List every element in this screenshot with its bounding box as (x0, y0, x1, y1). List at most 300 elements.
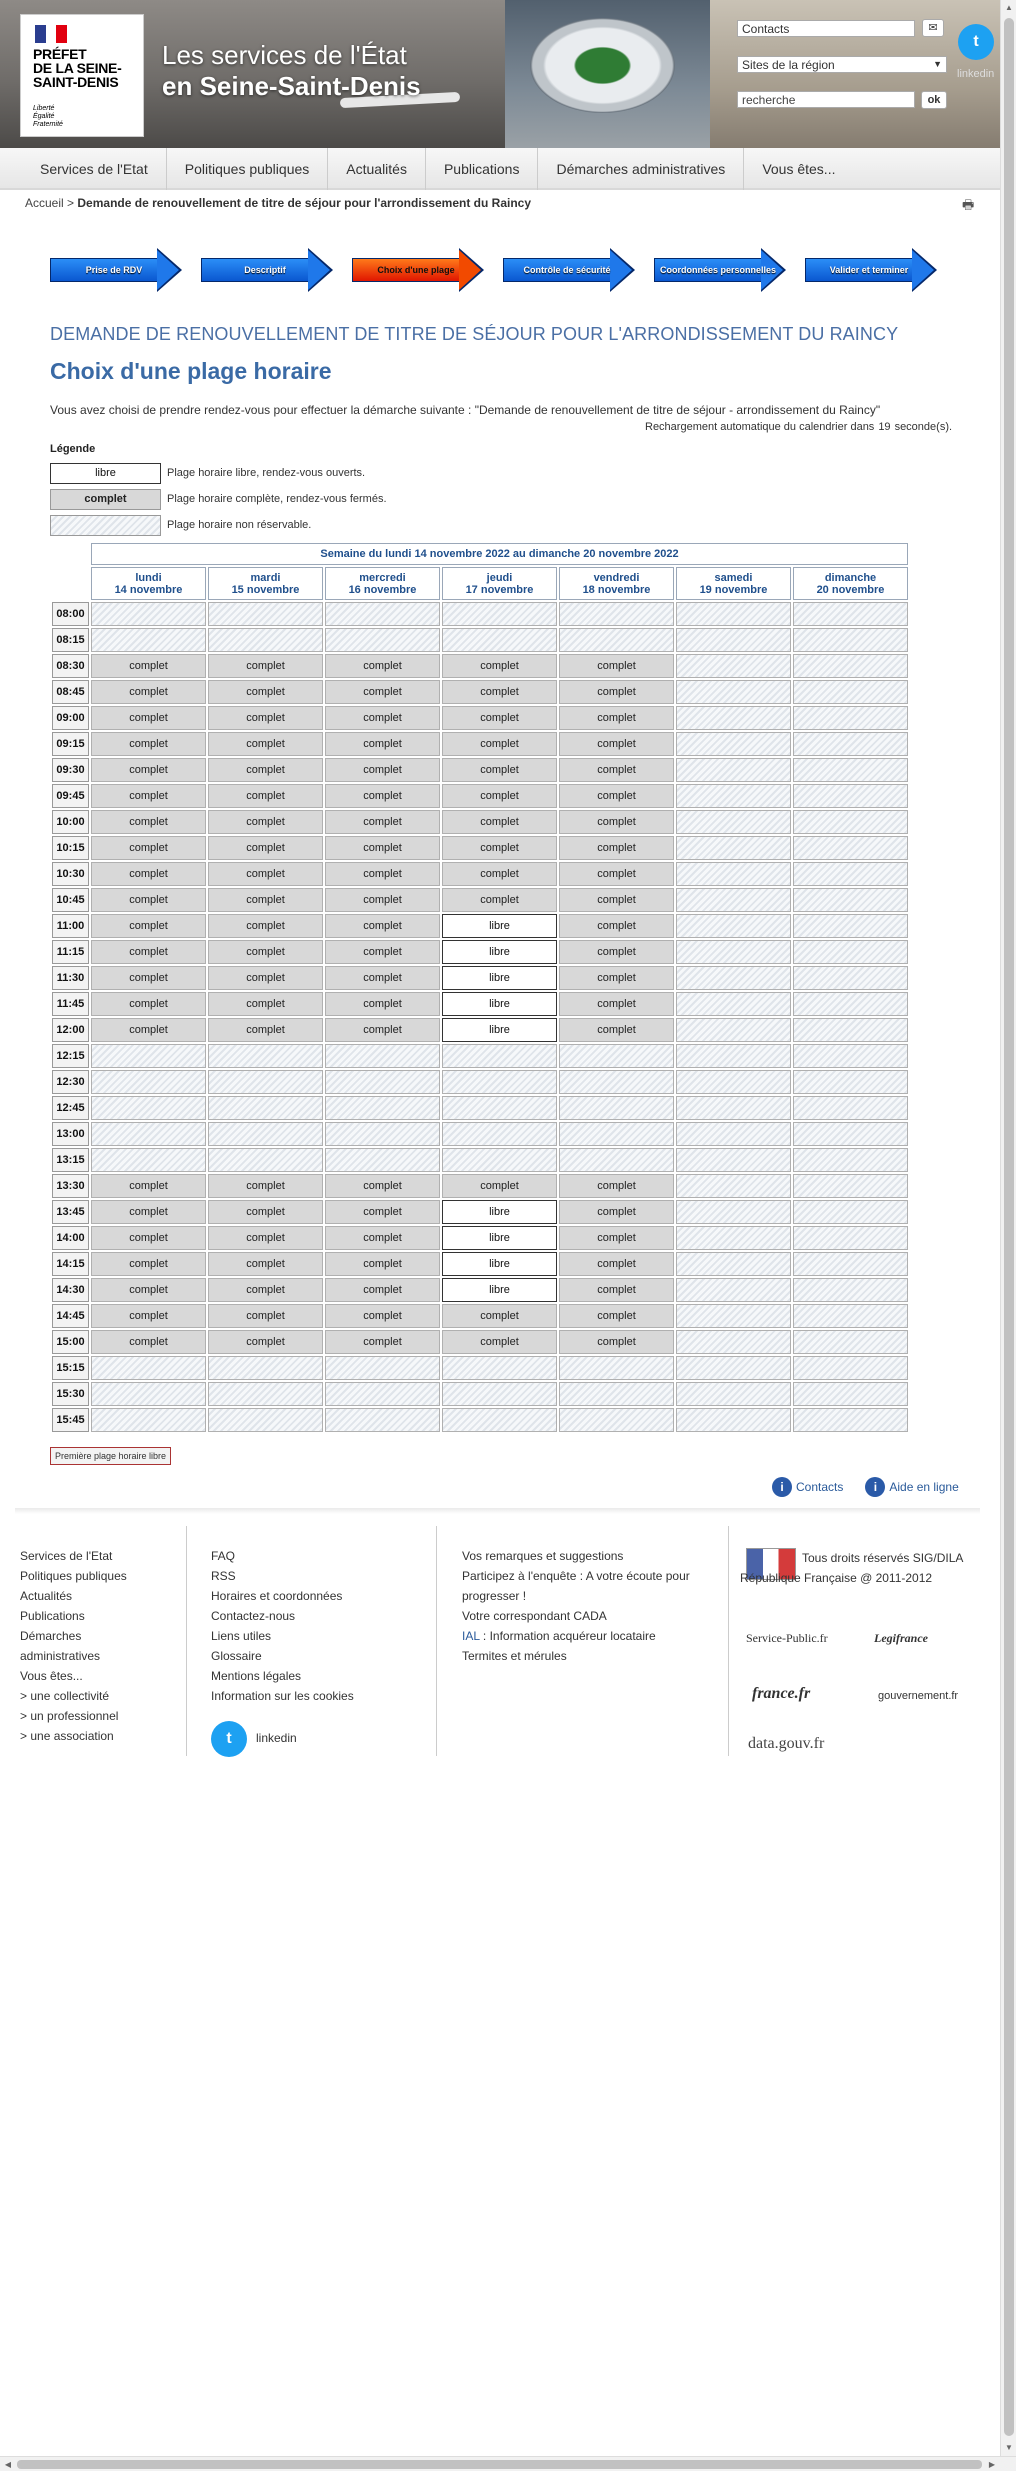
slot-complet: complet (559, 966, 674, 990)
slot-non-reservable (325, 628, 440, 652)
nav-item[interactable]: Actualités (328, 148, 426, 190)
nav-item[interactable]: Vous êtes... (762, 161, 836, 177)
time-label: 14:00 (52, 1226, 89, 1250)
slot-non-reservable (676, 1044, 791, 1068)
slot-complet: complet (325, 1018, 440, 1042)
slot-non-reservable (676, 680, 791, 704)
slot-complet: complet (325, 966, 440, 990)
footer-link[interactable]: Information sur les cookies (211, 1689, 354, 1703)
time-row (52, 888, 908, 912)
slot-complet: complet (442, 862, 557, 886)
slot-non-reservable (676, 1278, 791, 1302)
time-label: 09:00 (52, 706, 89, 730)
header-photo-stadium (530, 18, 675, 113)
time-row (52, 758, 908, 782)
mail-icon[interactable]: ✉ (922, 19, 944, 37)
slot-non-reservable (676, 914, 791, 938)
slot-non-reservable (208, 1148, 323, 1172)
step-label: Valider et terminer (829, 265, 909, 275)
contacts-select[interactable]: Contacts (737, 20, 915, 37)
time-row (52, 1382, 908, 1406)
linkedin-icon[interactable]: linkedin (957, 68, 995, 80)
slot-non-reservable (793, 888, 908, 912)
slot-libre[interactable]: libre (442, 940, 557, 964)
schedule-table (50, 541, 910, 1434)
day-header: samedi 19 novembre (676, 567, 791, 600)
slot-complet: complet (91, 836, 206, 860)
scroll-right-icon[interactable]: ▶ (988, 2460, 996, 2469)
slot-non-reservable (793, 654, 908, 678)
slot-non-reservable (676, 1122, 791, 1146)
slot-non-reservable (208, 1408, 323, 1432)
time-row (52, 1356, 908, 1380)
service-public-logo[interactable]: Service-Public.fr (746, 1631, 828, 1645)
slot-complet: complet (208, 1304, 323, 1328)
slot-non-reservable (208, 1382, 323, 1406)
step-label: Coordonnées personnelles (659, 265, 777, 275)
help-links (772, 1477, 973, 1497)
legend-non-reservable-text: Plage horaire non réservable. (167, 519, 312, 531)
scroll-up-icon[interactable]: ▲ (1005, 3, 1013, 12)
footer-link[interactable]: Glossaire (211, 1649, 262, 1663)
time-label: 13:15 (52, 1148, 89, 1172)
time-row (52, 914, 908, 938)
time-row (52, 1044, 908, 1068)
slot-non-reservable (676, 940, 791, 964)
slot-complet: complet (91, 810, 206, 834)
time-row (52, 1252, 908, 1276)
slot-complet: complet (325, 1174, 440, 1198)
slot-non-reservable (793, 1018, 908, 1042)
horizontal-scrollbar[interactable] (0, 2456, 1016, 2471)
slot-non-reservable (91, 1044, 206, 1068)
slot-complet: complet (325, 940, 440, 964)
slot-non-reservable (793, 1174, 908, 1198)
time-row (52, 836, 908, 860)
footer-link[interactable]: Votre correspondant CADA (462, 1609, 607, 1623)
slot-complet: complet (208, 1200, 323, 1224)
france-fr-logo[interactable]: france.fr (752, 1685, 811, 1702)
slot-complet: complet (325, 1330, 440, 1354)
slot-complet: complet (559, 888, 674, 912)
slot-libre[interactable]: libre (442, 966, 557, 990)
time-label: 11:30 (52, 966, 89, 990)
time-row (52, 784, 908, 808)
step-4 (503, 248, 635, 292)
slot-complet: complet (208, 654, 323, 678)
slot-non-reservable (91, 1382, 206, 1406)
slot-complet: complet (91, 1018, 206, 1042)
slot-complet: complet (442, 758, 557, 782)
schedule-corner (52, 543, 89, 565)
main-nav (0, 148, 1000, 190)
twitter-icon[interactable]: t (958, 24, 994, 60)
step-3 (352, 248, 484, 292)
slot-non-reservable (793, 862, 908, 886)
slot-non-reservable (793, 1122, 908, 1146)
slot-complet: complet (442, 706, 557, 730)
slot-non-reservable (793, 706, 908, 730)
slot-non-reservable (208, 628, 323, 652)
time-label: 13:30 (52, 1174, 89, 1198)
breadcrumb-home[interactable]: Accueil (25, 196, 64, 210)
footer-link[interactable]: Démarches (20, 1629, 82, 1643)
slot-non-reservable (793, 1278, 908, 1302)
schedule-corner (52, 567, 89, 600)
slot-non-reservable (325, 1044, 440, 1068)
slot-non-reservable (559, 602, 674, 626)
slot-complet: complet (559, 1174, 674, 1198)
slot-non-reservable (793, 1356, 908, 1380)
slot-complet: complet (208, 914, 323, 938)
slot-complet: complet (325, 1252, 440, 1276)
slot-complet: complet (208, 810, 323, 834)
slot-non-reservable (559, 1070, 674, 1094)
time-row (52, 680, 908, 704)
footer-link[interactable]: IAL : Information acquéreur locataire (462, 1629, 656, 1643)
footer-link[interactable]: Actualités (20, 1589, 73, 1603)
slot-libre[interactable]: libre (442, 1200, 557, 1224)
site-title[interactable]: Les services de l'État en Seine-Saint-Denis (162, 40, 421, 101)
footer-link[interactable]: Mentions légales (211, 1669, 302, 1683)
slot-libre[interactable]: libre (442, 1018, 557, 1042)
slot-non-reservable (91, 1122, 206, 1146)
time-row (52, 1174, 908, 1198)
slot-complet: complet (208, 1278, 323, 1302)
slot-complet: complet (559, 1226, 674, 1250)
time-row (52, 654, 908, 678)
slot-non-reservable (676, 628, 791, 652)
footer-link[interactable]: > un professionnel (20, 1709, 119, 1723)
slot-complet: complet (208, 966, 323, 990)
slot-complet: complet (208, 836, 323, 860)
slot-complet: complet (91, 1252, 206, 1276)
slot-complet: complet (559, 784, 674, 808)
info-icon: i (865, 1477, 885, 1497)
slot-non-reservable (793, 966, 908, 990)
slot-complet: complet (325, 680, 440, 704)
slot-complet: complet (559, 1304, 674, 1328)
slot-complet: complet (442, 784, 557, 808)
slot-complet: complet (442, 1330, 557, 1354)
breadcrumb (25, 196, 531, 210)
nav-item[interactable]: Services de l'Etat (22, 148, 167, 190)
slot-complet: complet (91, 758, 206, 782)
scroll-left-icon[interactable]: ◀ (4, 2460, 12, 2469)
nav-item[interactable]: Publications (426, 148, 539, 190)
slot-non-reservable (676, 654, 791, 678)
slot-complet: complet (559, 992, 674, 1016)
slot-complet: complet (91, 914, 206, 938)
slot-complet: complet (325, 784, 440, 808)
slot-non-reservable (208, 1122, 323, 1146)
footer-link[interactable]: Liens utiles (211, 1629, 272, 1643)
slot-complet: complet (208, 940, 323, 964)
slot-non-reservable (793, 732, 908, 756)
slot-complet: complet (442, 810, 557, 834)
time-row (52, 706, 908, 730)
step-5 (654, 248, 786, 292)
slot-libre[interactable]: libre (442, 1252, 557, 1276)
step-label: Contrôle de sécurité (523, 265, 611, 275)
slot-complet: complet (325, 992, 440, 1016)
slot-non-reservable (793, 1070, 908, 1094)
legend-complet-text: Plage horaire complète, rendez-vous fermés. (167, 493, 387, 505)
footer-link[interactable]: > une association (20, 1729, 114, 1743)
time-row (52, 602, 908, 626)
legend-libre-text: Plage horaire libre, rendez-vous ouverts. (167, 467, 366, 479)
slot-non-reservable (325, 602, 440, 626)
slot-non-reservable (793, 940, 908, 964)
slot-non-reservable (442, 1122, 557, 1146)
footer-col-info (211, 1546, 426, 1706)
slot-libre[interactable]: libre (442, 1278, 557, 1302)
scroll-thumb[interactable] (17, 2460, 982, 2469)
slot-complet: complet (325, 706, 440, 730)
linkedin-icon[interactable]: linkedin (256, 1731, 297, 1745)
footer-link[interactable]: Horaires et coordonnées (211, 1589, 343, 1603)
slot-non-reservable (325, 1408, 440, 1432)
footer-link[interactable]: FAQ (211, 1549, 236, 1563)
slot-non-reservable (559, 1096, 674, 1120)
search-ok-button[interactable]: ok (921, 91, 947, 109)
week-label: Semaine du lundi 14 novembre 2022 au dimanche 20 novembre 2022 (91, 543, 908, 565)
time-row (52, 1096, 908, 1120)
first-free-slot-button[interactable]: Première plage horaire libre (50, 1447, 171, 1465)
slot-complet: complet (91, 992, 206, 1016)
time-row (52, 1148, 908, 1172)
info-icon: i (772, 1477, 792, 1497)
slot-complet: complet (559, 862, 674, 886)
legend-libre-box: libre (50, 463, 161, 484)
slot-complet: complet (559, 1330, 674, 1354)
slot-non-reservable (676, 602, 791, 626)
page-title: Choix d'une plage horaire (50, 358, 332, 384)
slot-complet: complet (442, 1304, 557, 1328)
slot-non-reservable (793, 758, 908, 782)
legifrance-logo[interactable]: Legifrance (874, 1631, 928, 1645)
logo-motto: Liberté Égalité Fraternité (33, 105, 63, 128)
time-label: 10:30 (52, 862, 89, 886)
slot-complet: complet (559, 680, 674, 704)
footer-col-services (462, 1546, 712, 1666)
time-row (52, 732, 908, 756)
copyright-text: Tous droits réservés SIG/DILA République Française @ 2011-2012 (740, 1551, 963, 1585)
slot-non-reservable (676, 1018, 791, 1042)
footer-link[interactable]: Termites et mérules (462, 1649, 567, 1663)
slot-non-reservable (325, 1148, 440, 1172)
footer-link[interactable]: Politiques publiques (20, 1569, 127, 1583)
time-label: 09:15 (52, 732, 89, 756)
slot-non-reservable (793, 1252, 908, 1276)
footer-link[interactable]: Vous êtes... (20, 1669, 83, 1683)
step-2 (201, 248, 333, 292)
slot-non-reservable (676, 1070, 791, 1094)
slot-complet: complet (559, 836, 674, 860)
time-label: 09:45 (52, 784, 89, 808)
slot-non-reservable (793, 992, 908, 1016)
time-label: 15:00 (52, 1330, 89, 1354)
slot-non-reservable (676, 784, 791, 808)
slot-non-reservable (793, 784, 908, 808)
slot-non-reservable (676, 706, 791, 730)
slot-non-reservable (793, 810, 908, 834)
time-label: 13:45 (52, 1200, 89, 1224)
slot-non-reservable (559, 1122, 674, 1146)
footer-link[interactable]: administratives (20, 1649, 101, 1663)
footer-link[interactable]: Contactez-nous (211, 1609, 296, 1623)
slot-non-reservable (442, 602, 557, 626)
slot-non-reservable (793, 1148, 908, 1172)
gouvernement-logo[interactable]: gouvernement.fr (878, 1690, 959, 1702)
slot-complet: complet (91, 1278, 206, 1302)
slot-complet: complet (325, 1304, 440, 1328)
print-icon[interactable]: 🖶 (962, 197, 975, 212)
slot-non-reservable (91, 628, 206, 652)
slot-non-reservable (793, 1304, 908, 1328)
time-label: 12:00 (52, 1018, 89, 1042)
slot-non-reservable (559, 628, 674, 652)
footer-divider (15, 1508, 980, 1514)
slot-non-reservable (559, 1382, 674, 1406)
time-label: 13:00 (52, 1122, 89, 1146)
slot-libre[interactable]: libre (442, 914, 557, 938)
time-label: 14:45 (52, 1304, 89, 1328)
time-label: 14:30 (52, 1278, 89, 1302)
online-help-link[interactable]: i Aide en ligne (865, 1477, 958, 1497)
time-label: 08:30 (52, 654, 89, 678)
slot-complet: complet (91, 1226, 206, 1250)
slot-non-reservable (442, 1408, 557, 1432)
slot-non-reservable (208, 1356, 323, 1380)
slot-complet: complet (559, 758, 674, 782)
footer-link[interactable]: Publications (20, 1609, 85, 1623)
intro-text: Vous avez choisi de prendre rendez-vous pour effectuer la démarche suivante : "Demande de renouvellement de titre de séjour - arrondissement du Raincy" (50, 403, 881, 417)
slot-complet: complet (208, 1174, 323, 1198)
slot-non-reservable (559, 1044, 674, 1068)
slot-complet: complet (91, 784, 206, 808)
slot-non-reservable (793, 914, 908, 938)
slot-non-reservable (676, 758, 791, 782)
slot-complet: complet (559, 1018, 674, 1042)
legend-complet-box: complet (50, 489, 161, 510)
contacts-link[interactable]: i Contacts (772, 1477, 843, 1497)
slot-non-reservable (793, 628, 908, 652)
slot-complet: complet (442, 836, 557, 860)
slot-non-reservable (325, 1070, 440, 1094)
slot-non-reservable (91, 1408, 206, 1432)
time-row (52, 1278, 908, 1302)
twitter-icon[interactable]: t (211, 1721, 247, 1757)
step-label: Descriptif (244, 265, 286, 275)
footer-link[interactable]: RSS (211, 1569, 236, 1583)
time-label: 12:30 (52, 1070, 89, 1094)
day-header: mercredi 16 novembre (325, 567, 440, 600)
slot-non-reservable (676, 992, 791, 1016)
nav-item[interactable]: Démarches administratives (538, 148, 744, 190)
footer-link[interactable]: Vos remarques et suggestions (462, 1549, 624, 1563)
footer-link[interactable]: Participez à l'enquête : A votre écoute pour progresser ! (462, 1569, 690, 1603)
slot-non-reservable (793, 836, 908, 860)
footer-link[interactable]: > une collectivité (20, 1689, 110, 1703)
slot-non-reservable (559, 1148, 674, 1172)
prefet-logo[interactable] (20, 14, 144, 137)
slot-non-reservable (91, 602, 206, 626)
time-label: 10:00 (52, 810, 89, 834)
slot-complet: complet (442, 1174, 557, 1198)
nav-item[interactable]: Politiques publiques (167, 148, 329, 190)
slot-libre[interactable]: libre (442, 1226, 557, 1250)
slot-complet: complet (208, 758, 323, 782)
slot-complet: complet (208, 1252, 323, 1276)
marianne-flag-icon (35, 25, 67, 43)
reload-countdown: 19 (878, 421, 891, 433)
slot-complet: complet (208, 1018, 323, 1042)
vertical-scrollbar[interactable] (1000, 0, 1016, 2456)
slot-complet: complet (559, 1200, 674, 1224)
slot-complet: complet (91, 940, 206, 964)
footer-col-nav (20, 1546, 180, 1746)
slot-libre[interactable]: libre (442, 992, 557, 1016)
slot-non-reservable (559, 1356, 674, 1380)
step-label: Choix d'une plage (377, 265, 455, 275)
slot-non-reservable (676, 1252, 791, 1276)
slot-non-reservable (676, 732, 791, 756)
slot-non-reservable (793, 1226, 908, 1250)
slot-non-reservable (793, 1044, 908, 1068)
slot-complet: complet (208, 992, 323, 1016)
scroll-down-icon[interactable]: ▼ (1005, 2443, 1013, 2452)
procedure-heading: DEMANDE DE RENOUVELLEMENT DE TITRE DE SÉJOUR POUR L'ARRONDISSEMENT DU RAINCY (50, 324, 899, 344)
slot-non-reservable (793, 1408, 908, 1432)
time-label: 11:45 (52, 992, 89, 1016)
time-row (52, 940, 908, 964)
time-row (52, 1304, 908, 1328)
region-select[interactable]: Sites de la région ▼ (737, 56, 947, 73)
footer-divider-v (186, 1526, 187, 1756)
data-gouv-logo[interactable]: data.gouv.fr (748, 1735, 825, 1752)
slot-non-reservable (325, 1356, 440, 1380)
time-label: 15:15 (52, 1356, 89, 1380)
slot-non-reservable (676, 966, 791, 990)
day-header: lundi 14 novembre (91, 567, 206, 600)
slot-complet: complet (208, 680, 323, 704)
slot-complet: complet (91, 732, 206, 756)
slot-complet: complet (91, 1174, 206, 1198)
scroll-thumb[interactable] (1004, 18, 1014, 2436)
chevron-down-icon: ▼ (933, 59, 942, 69)
time-label: 10:45 (52, 888, 89, 912)
slot-non-reservable (91, 1070, 206, 1094)
slot-non-reservable (442, 628, 557, 652)
slot-non-reservable (91, 1356, 206, 1380)
step-1 (50, 248, 182, 292)
slot-non-reservable (676, 1408, 791, 1432)
slot-complet: complet (91, 1200, 206, 1224)
slot-non-reservable (208, 602, 323, 626)
search-input[interactable]: recherche (737, 91, 915, 108)
footer-link[interactable]: Services de l'Etat (20, 1549, 113, 1563)
time-label: 08:15 (52, 628, 89, 652)
slot-non-reservable (793, 1096, 908, 1120)
time-row (52, 1018, 908, 1042)
breadcrumb-current: Demande de renouvellement de titre de séjour pour l'arrondissement du Raincy (77, 196, 532, 210)
step-6 (805, 248, 937, 292)
time-label: 11:15 (52, 940, 89, 964)
slot-complet: complet (208, 706, 323, 730)
progress-steps (50, 248, 950, 292)
slot-complet: complet (559, 1252, 674, 1276)
